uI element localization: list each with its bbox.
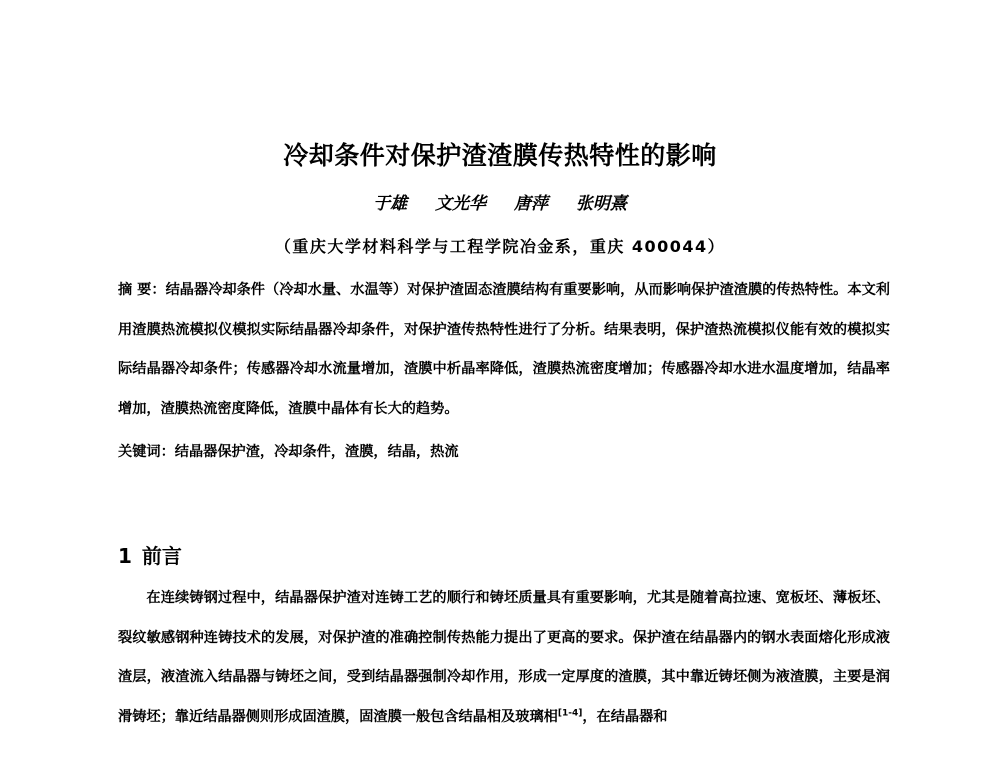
author-name: 唐萍 (513, 194, 548, 214)
keywords-label: 关键词： (118, 444, 175, 460)
abstract (118, 271, 890, 429)
author-name: 张明熹 (575, 194, 627, 214)
section-heading (118, 540, 182, 569)
section-title: 前言 (141, 544, 182, 568)
abstract-label: 摘 要： (118, 282, 166, 298)
body-text-continued: ，在结晶器和 (582, 708, 668, 725)
author-list (0, 189, 1000, 214)
keywords-text: 结晶器保护渣，冷却条件，渣膜，结晶，热流 (174, 444, 459, 460)
paper-title: 冷却条件对保护渣渣膜传热特性的影响 (283, 141, 717, 170)
affiliation: （重庆大学材料科学与工程学院冶金系，重庆 400044） (274, 237, 726, 256)
citation: [1-4] (557, 707, 583, 718)
section-number: 1 (118, 544, 132, 568)
body-paragraph (118, 579, 890, 737)
keywords (118, 441, 890, 461)
author-name: 文光华 (435, 194, 487, 214)
body-text: 在连续铸钢过程中，结晶器保护渣对连铸工艺的顺行和铸坯质量具有重要影响，尤其是随着高拉速、宽板坯、薄板坯、裂纹敏感钢种连铸技术的发展，对保护渣的准确控制传热能力提出了更高的要求。保护渣在结晶器内的钢水表面熔化形成液渣层，液渣流入结晶器与铸坯之间，受到结晶器强制冷却作用，形成一定厚度的渣膜，其中靠近铸坯侧为液渣膜，主要是润滑铸坯；靠近结晶器侧则形成固渣膜，固渣膜一般包含结晶相及玻璃相 (118, 590, 890, 725)
author-name: 于雄 (373, 194, 408, 214)
abstract-text: 结晶器冷却条件（冷却水量、水温等）对保护渣固态渣膜结构有重要影响，从而影响保护渣渣膜的传热特性。本文利用渣膜热流模拟仪模拟实际结晶器冷却条件，对保护渣传热特性进行了分析。结果表明，保护渣热流模拟仪能有效的模拟实际结晶器冷却条件；传感器冷却水流量增加，渣膜中析晶率降低，渣膜热流密度增加；传感器冷却水进水温度增加，结晶率增加，渣膜热流密度降低，渣膜中晶体有长大的趋势。 (118, 282, 890, 417)
